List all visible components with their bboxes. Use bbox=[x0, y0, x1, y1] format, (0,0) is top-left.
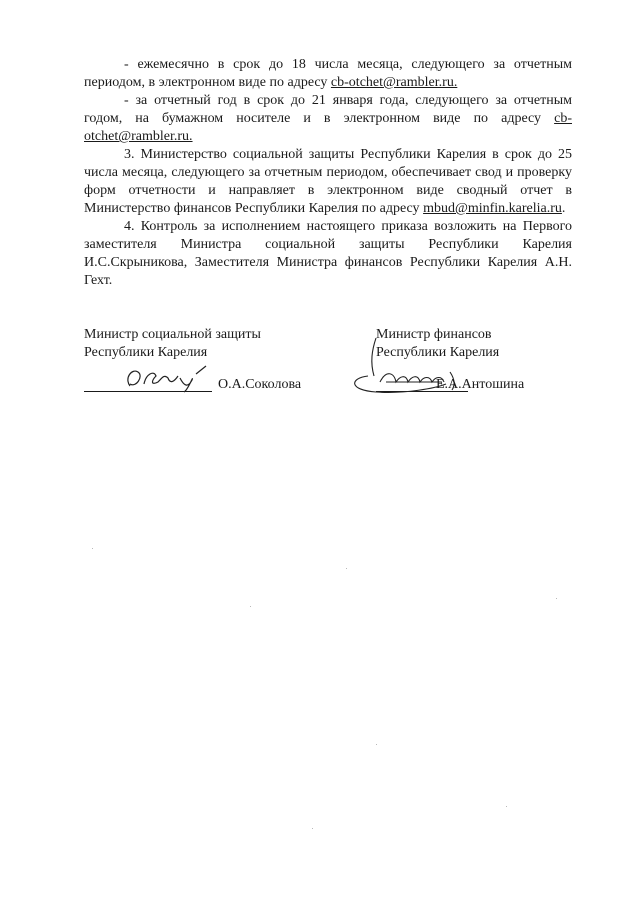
scan-speck bbox=[312, 828, 313, 829]
signatory-title-line1: Министр финансов bbox=[376, 327, 492, 342]
paragraph-item-3 bbox=[84, 146, 572, 218]
signature-block-right bbox=[376, 326, 596, 398]
signatory-title-line2: Республики Карелия bbox=[84, 345, 208, 360]
paragraph-text-end: . bbox=[561, 201, 566, 216]
signature-row bbox=[376, 370, 596, 398]
email-link[interactable]: mbud@minfin.karelia.ru bbox=[423, 201, 562, 216]
paragraph-item-4 bbox=[84, 218, 572, 290]
scan-speck bbox=[376, 744, 377, 745]
paragraph-monthly-deadline bbox=[84, 56, 572, 92]
paragraph-text: 4. Контроль за исполнением настоящего приказа возложить на Первого заместителя Министра социальной защиты Республики Карелия И.С.Скрыникова, Заместителя Министра финансов Республики Карелия А.Н. Гехт. bbox=[84, 219, 572, 288]
scan-speck bbox=[92, 548, 93, 549]
document-body bbox=[84, 56, 572, 290]
signatory-title-line1: Министр социальной защиты bbox=[84, 327, 261, 342]
signature-block-left bbox=[84, 326, 344, 398]
handwritten-signature-icon bbox=[122, 364, 212, 394]
paragraph-text: - ежемесячно в срок до 18 числа месяца, следующего за отчетным периодом, в электронном виде по адресу bbox=[84, 57, 572, 90]
signatory-name: О.А.Соколова bbox=[218, 377, 302, 392]
signatory-name: Е.А.Антошина bbox=[436, 377, 525, 392]
scan-speck bbox=[250, 606, 251, 607]
paragraph-annual-deadline bbox=[84, 92, 572, 146]
scan-speck bbox=[556, 598, 557, 599]
signatory-title-line2: Республики Карелия bbox=[376, 345, 500, 360]
scan-speck bbox=[346, 568, 347, 569]
paragraph-text: - за отчетный год в срок до 21 января года, следующего за отчетным годом, на бумажном носителе и в электронном виде по адресу bbox=[84, 93, 572, 126]
signature-row bbox=[84, 370, 344, 398]
paragraph-text: 3. Министерство социальной защиты Республики Карелия в срок до 25 числа месяца, следующего за отчетным периодом, обеспечивает свод и проверку форм отчетности и направляет в электронном виде сводный отчет в Министерство финансов Республики Карелия по адресу bbox=[84, 147, 572, 216]
scan-speck bbox=[506, 806, 507, 807]
email-link[interactable]: cb-otchet@rambler.ru. bbox=[330, 75, 458, 90]
email-link[interactable]: cb-otchet@rambler.ru. bbox=[84, 111, 572, 144]
